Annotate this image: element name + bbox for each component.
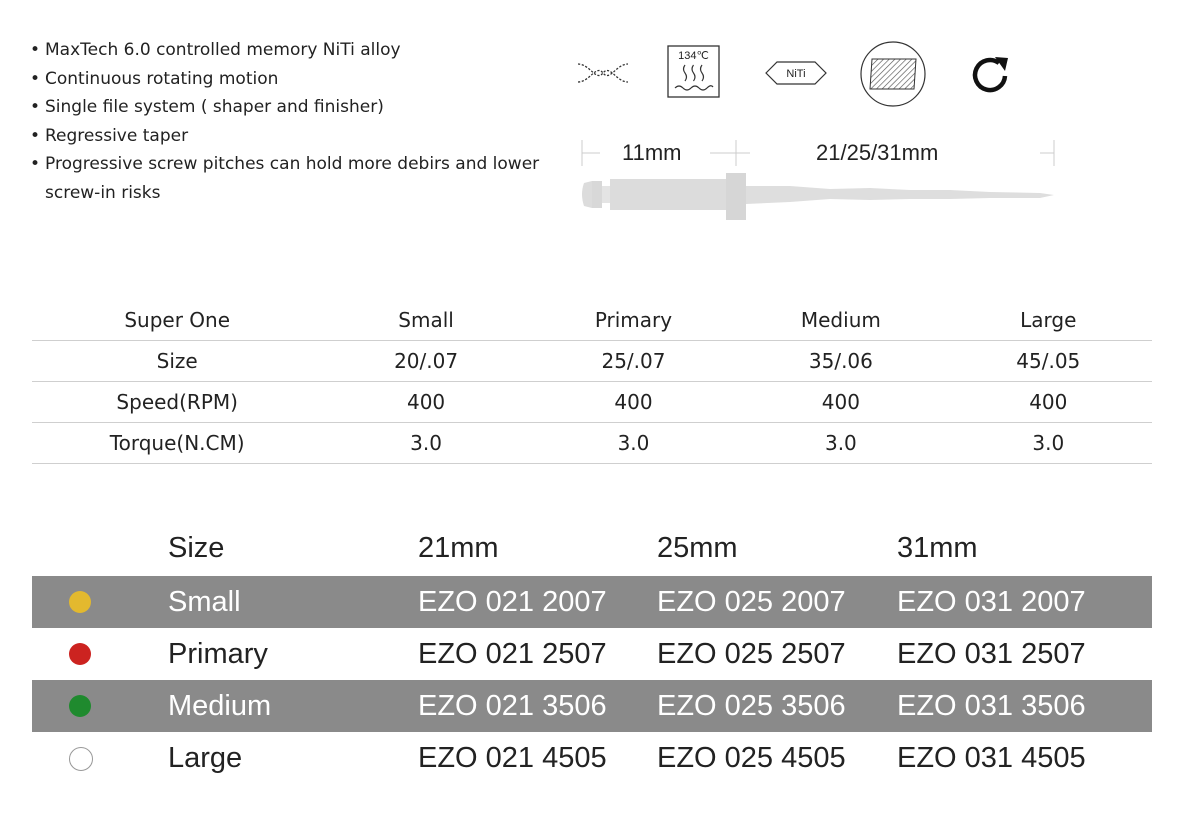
spec-cell: 3.0	[737, 423, 944, 464]
code-cell: EZO 025 3506	[657, 690, 846, 722]
code-row	[32, 680, 1152, 732]
spec-cell: 3.0	[530, 423, 737, 464]
spec-row-label: Speed(RPM)	[32, 382, 322, 423]
niti-icon	[765, 60, 827, 86]
spec-cell: 45/.05	[945, 341, 1152, 382]
working-length-label: 21/25/31mm	[816, 140, 939, 165]
feature-icons	[570, 38, 1030, 108]
spec-header: Small	[322, 300, 529, 341]
color-dot	[69, 695, 91, 717]
code-cell: EZO 021 2507	[418, 638, 607, 670]
feature-item: • Single file system ( shaper and finisher)	[30, 93, 550, 122]
code-table	[32, 520, 1152, 784]
spec-cell: 35/.06	[737, 341, 944, 382]
code-row	[32, 732, 1152, 784]
code-row-name: Small	[168, 586, 241, 618]
code-cell: EZO 021 3506	[418, 690, 607, 722]
code-cell: EZO 031 2007	[897, 586, 1086, 618]
spec-table	[32, 300, 1152, 464]
spec-header: Medium	[737, 300, 944, 341]
spec-row	[32, 423, 1152, 464]
rotation-icon	[968, 54, 1012, 96]
spec-header-row	[32, 300, 1152, 341]
code-row	[32, 628, 1152, 680]
code-cell: EZO 025 2507	[657, 638, 846, 670]
code-header-row	[32, 520, 1152, 576]
sterilize-temp-label: 134℃	[678, 50, 709, 62]
code-row	[32, 576, 1152, 628]
spec-row	[32, 382, 1152, 423]
code-cell: EZO 025 2007	[657, 586, 846, 618]
sterilization-icon	[667, 45, 721, 99]
feature-item: • Regressive taper	[30, 122, 550, 151]
memory-alloy-icon	[576, 58, 630, 88]
spec-cell: 400	[530, 382, 737, 423]
niti-label: NiTi	[786, 68, 806, 80]
code-row-name: Medium	[168, 690, 272, 722]
code-row-name: Large	[168, 742, 243, 774]
cross-section-icon	[858, 39, 928, 109]
code-cell: EZO 025 4505	[657, 742, 846, 774]
spec-cell: 3.0	[945, 423, 1152, 464]
code-row-name: Primary	[168, 638, 268, 670]
spec-row	[32, 341, 1152, 382]
spec-header: Large	[945, 300, 1152, 341]
spec-cell: 400	[945, 382, 1152, 423]
spec-cell: 400	[322, 382, 529, 423]
feature-item: • MaxTech 6.0 controlled memory NiTi alloy	[30, 36, 550, 65]
feature-list	[30, 36, 550, 208]
code-cell: EZO 031 4505	[897, 742, 1086, 774]
color-dot	[69, 591, 91, 613]
file-diagram	[570, 128, 1070, 228]
code-header: 25mm	[657, 532, 738, 564]
code-cell: EZO 021 2007	[418, 586, 607, 618]
color-dot	[69, 747, 93, 771]
code-cell: EZO 031 3506	[897, 690, 1086, 722]
code-header: 31mm	[897, 532, 978, 564]
code-cell: EZO 031 2507	[897, 638, 1086, 670]
spec-header: Primary	[530, 300, 737, 341]
feature-item: • Continuous rotating motion	[30, 65, 550, 94]
spec-header: Super One	[32, 300, 322, 341]
color-dot	[69, 643, 91, 665]
code-cell: EZO 021 4505	[418, 742, 607, 774]
spec-cell: 25/.07	[530, 341, 737, 382]
spec-cell: 3.0	[322, 423, 529, 464]
feature-item: • Progressive screw pitches can hold more debirs and lower screw-in risks	[30, 150, 550, 207]
handle-length-label: 11mm	[622, 140, 682, 165]
spec-row-label: Torque(N.CM)	[32, 423, 322, 464]
spec-row-label: Size	[32, 341, 322, 382]
code-header: 21mm	[418, 532, 499, 564]
spec-cell: 20/.07	[322, 341, 529, 382]
spec-cell: 400	[737, 382, 944, 423]
code-header: Size	[168, 532, 225, 564]
